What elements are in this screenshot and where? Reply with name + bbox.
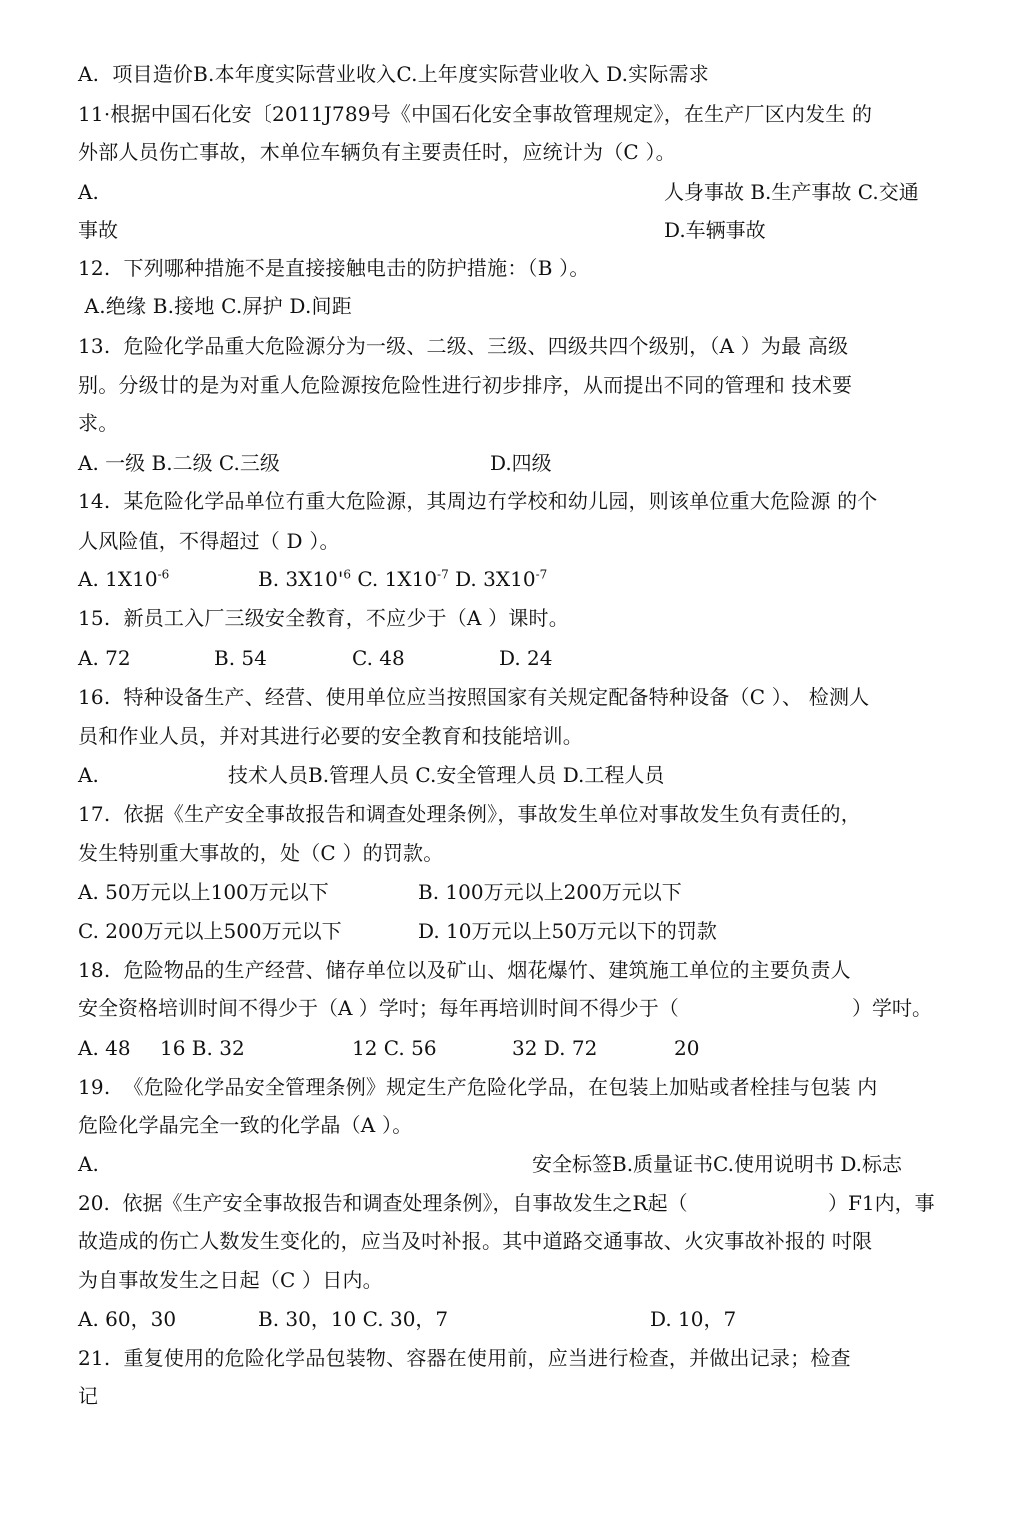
question-21-line-1: 21. 重复使用的危险化学品包装物、容器在使用前，应当进行检查，并做出记录；检查	[78, 1346, 851, 1370]
question-18-line-2: 安全资格培训时间不得少于（A ）学吋；每年再培训时间不得少于（	[78, 996, 679, 1020]
question-12-options: A.绝缘 B.接地 C.屏护 D.间距	[78, 294, 352, 318]
question-20-options-bc: B. 30，10 C. 30，7	[258, 1307, 449, 1331]
question-15: 15. 新员工入厂三级安全教育，不应少于（A ）课时。	[78, 606, 569, 630]
question-16-line-2: 员和作业人员，并对其进行必要的安全教育和技能培训。	[78, 724, 583, 748]
question-20-line-1-end: ）F1内，事	[828, 1191, 935, 1215]
question-15-option-c: C. 48	[352, 646, 405, 670]
question-18-option-c: 12 C. 56	[352, 1036, 437, 1060]
question-19-options: 安全标签B.质量证书C.使用说明书 D.标志	[532, 1152, 903, 1176]
question-16-line-1: 16. 特种设备生产、经营、使用单位应当按照国家有关规定配备特种设备（C ）、 检测人	[78, 685, 870, 709]
question-17-option-b: B. 100万元以上200万元以下	[418, 880, 682, 904]
question-19-line-2: 危险化学晶完全一致的化学晶（A ）。	[78, 1113, 413, 1137]
question-19-line-1: 19. 《危险化学品安全管理条例》规定生产危险化学品，在包装上加贴或者栓挂与包装 内	[78, 1075, 878, 1099]
question-18-line-2-end: ）学吋。	[852, 996, 932, 1020]
question-17-option-d: D. 10万元以上50万元以下的罚款	[418, 919, 717, 943]
question-13-options: A. 一级 B.二级 C.三级	[78, 451, 280, 475]
question-15-option-d: D. 24	[499, 646, 553, 670]
question-20-line-1: 20. 依据《生产安全事故报告和调查处理条例》，自事故发生之R起（	[78, 1191, 688, 1215]
question-18-line-1: 18. 危险物品的生产经营、储存单位以及矿山、烟花爆竹、建筑施工单位的主要负责人	[78, 958, 851, 982]
question-16-option-a: A.	[78, 763, 99, 787]
question-11-options: 人身事故 B.生产事故 C.交通	[664, 180, 919, 204]
question-13-option-d: D.四级	[490, 451, 552, 475]
question-11-options-a: A.	[78, 180, 99, 204]
question-20-option-a: A. 60，30	[78, 1307, 177, 1331]
question-13-line-3: 求。	[78, 411, 119, 435]
question-15-option-b: B. 54	[214, 646, 267, 670]
question-11-options-cont: 事故	[78, 218, 118, 242]
question-17-option-c: C. 200万元以上500万元以下	[78, 919, 342, 943]
question-11-option-d: D.车辆事故	[664, 218, 766, 242]
question-18-option-a: A. 48	[78, 1036, 131, 1060]
question-14-options-bcd: B. $3X10'^6$ C. $1X10^{-7}$ D. $3X10^{-7}$	[258, 567, 548, 591]
text-line: A. 项目造价B.本年度实际营业收入C.上年度实际营业收入 D.实际需求	[78, 62, 709, 86]
question-20-line-2: 故造成的伤亡人数发生变化的，应当及吋补报。其中道路交通事故、火灾事故补报的 吋限	[78, 1229, 873, 1253]
question-13-line-2: 别。分级廿的是为对重人危险源按危险性进行初步排序，从而提出不同的管理和 技术要	[78, 373, 853, 397]
question-15-option-a: A. 72	[78, 646, 131, 670]
question-14-line-1: 14. 某危险化学品单位冇重大危险源，其周边冇学校和幼儿园，则该单位重大危险源 的个	[78, 489, 878, 513]
question-18-option-d-value: 20	[674, 1036, 700, 1060]
question-14-option-a: A. $1X10^{-6}$	[78, 567, 170, 591]
question-11-line-2: 外部人员伤亡事故，木单位车辆负有主要责任时，应统计为（C ）。	[78, 140, 676, 164]
question-18-option-d: 32 D. 72	[512, 1036, 598, 1060]
question-21-line-2: 记	[78, 1384, 99, 1408]
question-20-option-d: D. 10，7	[650, 1307, 737, 1331]
question-17-option-a: A. 50万元以上100万元以下	[78, 880, 329, 904]
question-17-line-2: 发生特别重大事故的，处（C ）的罚款。	[78, 841, 444, 865]
question-13-line-1: 13. 危险化学品重大危险源分为一级、二级、三级、四级共四个级别，（A ）为最 高级	[78, 334, 849, 358]
question-12: 12. 下列哪种措施不是直接接触电击的防护措施：（B ）。	[78, 256, 590, 280]
question-19-option-a: A.	[78, 1152, 99, 1176]
question-11-line-1: 11·根据中国石化安〔2011J789号《中国石化安全事故管理规定》，在生产厂区内发生 的	[78, 102, 873, 126]
question-16-options: 技术人员B.管理人员 C.安全管理人员 D.工程人员	[228, 763, 665, 787]
question-17-line-1: 17. 依据《生产安全事故报告和调查处理条例》，事故发生单位对事故发生负有责任的，	[78, 802, 861, 826]
question-14-line-2: 人风险值，不得超过（ D ）。	[78, 529, 340, 553]
question-20-line-3: 为自事故发生之日起（C ）日内。	[78, 1268, 383, 1292]
question-18-option-b: 16 B. 32	[160, 1036, 245, 1060]
